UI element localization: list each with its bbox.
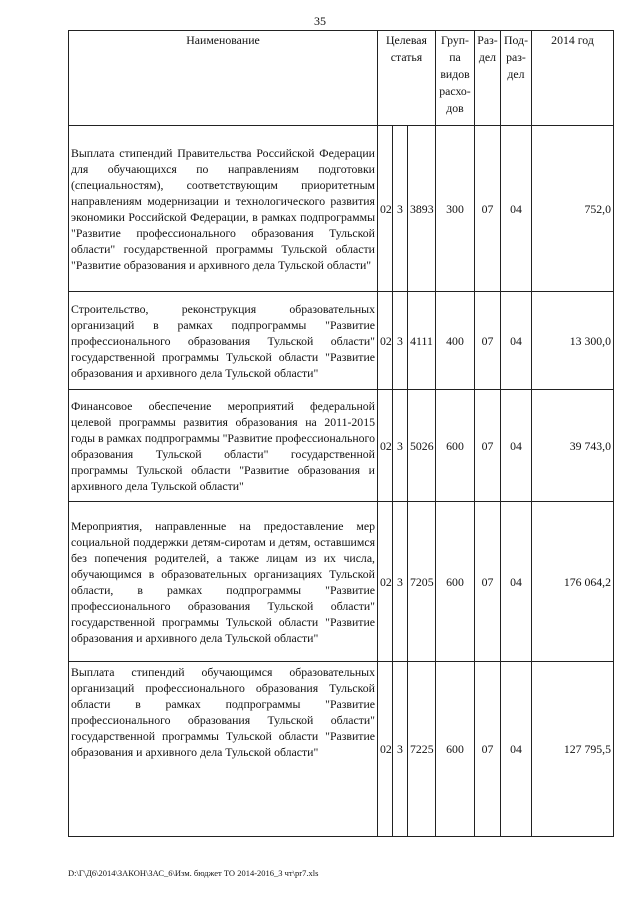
- row-code-program: 02: [378, 126, 393, 292]
- row-name: Мероприятия, направленные на предоставление мер социальной поддержки детям-сиротам и детям, оставшимся без попечения родителей, а также лицам из их числа, обучающимся в образовательных организациях Тульской области, в рамках подпрограммы "Развитие профессионального образования Тульской области" государственной программы Тульской области "Развитие образования и архивного дела Тульской области": [69, 502, 378, 662]
- row-expense-group: 600: [436, 662, 475, 837]
- row-name: Выплата стипендий обучающимся образовательных организаций профессионального образования Тульской области в рамках подпрограммы "Развитие профессионального образования Тульской области" государственной программы Тульской области "Развитие образования и архивного дела Тульской области": [69, 662, 378, 837]
- table-row: [69, 126, 614, 292]
- row-code-subprogram: 3: [393, 662, 408, 837]
- row-expense-group: 300: [436, 126, 475, 292]
- row-code-direction: 7225: [408, 662, 436, 837]
- row-subsection: 04: [501, 502, 532, 662]
- header-expense-group: Груп-па видов расхо-дов: [436, 31, 475, 126]
- row-section: 07: [475, 126, 501, 292]
- footer-file-path: D:\Г\Д6\2014\ЗАКОН\ЗАС_6\Изм. бюджет ТО 2014-2016_3 чт\pr7.xls: [68, 868, 319, 878]
- header-target-article: Целевая статья: [378, 31, 436, 126]
- row-code-subprogram: 3: [393, 502, 408, 662]
- row-subsection: 04: [501, 126, 532, 292]
- row-section: 07: [475, 390, 501, 502]
- header-section: Раз-дел: [475, 31, 501, 126]
- row-name: Выплата стипендий Правительства Российской Федерации для обучающихся по направлениям подготовки (специальностям), соответствующим приоритетным направлениям модернизации и технологического развития экономики Российской Федерации, в рамках подпрограммы "Развитие профессионального образования Тульской области" государственной программы Тульской области "Развитие образования и архивного дела Тульской области": [69, 126, 378, 292]
- row-subsection: 04: [501, 662, 532, 837]
- row-amount: 752,0: [532, 126, 614, 292]
- row-expense-group: 400: [436, 292, 475, 390]
- row-section: 07: [475, 662, 501, 837]
- row-amount: 176 064,2: [532, 502, 614, 662]
- row-subsection: 04: [501, 292, 532, 390]
- row-subsection: 04: [501, 390, 532, 502]
- row-code-program: 02: [378, 502, 393, 662]
- row-section: 07: [475, 502, 501, 662]
- header-name: Наименование: [69, 31, 378, 126]
- page-number: 35: [314, 14, 326, 28]
- row-section: 07: [475, 292, 501, 390]
- table-row: [69, 390, 614, 502]
- header-year: 2014 год: [532, 31, 614, 126]
- row-name: Строительство, реконструкция образовательных организаций в рамках подпрограммы "Развитие профессионального образования Тульской области" государственной программы Тульской области "Развитие образования и архивного дела Тульской области": [69, 292, 378, 390]
- row-code-direction: 3893: [408, 126, 436, 292]
- row-code-direction: 7205: [408, 502, 436, 662]
- table-row: [69, 662, 614, 837]
- row-code-subprogram: 3: [393, 292, 408, 390]
- row-amount: 127 795,5: [532, 662, 614, 837]
- table-header-row: [69, 31, 614, 126]
- budget-table: [68, 30, 614, 837]
- row-name: Финансовое обеспечение мероприятий федеральной целевой программы развития образования на 2011-2015 годы в рамках подпрограммы "Развитие профессионального образования Тульской области" государственной программы Тульской области "Развитие образования и архивного дела Тульской области": [69, 390, 378, 502]
- table-row: [69, 502, 614, 662]
- row-amount: 13 300,0: [532, 292, 614, 390]
- row-code-subprogram: 3: [393, 390, 408, 502]
- row-expense-group: 600: [436, 502, 475, 662]
- row-code-subprogram: 3: [393, 126, 408, 292]
- row-code-direction: 4111: [408, 292, 436, 390]
- row-expense-group: 600: [436, 390, 475, 502]
- row-amount: 39 743,0: [532, 390, 614, 502]
- row-code-program: 02: [378, 390, 393, 502]
- row-code-direction: 5026: [408, 390, 436, 502]
- row-code-program: 02: [378, 292, 393, 390]
- row-code-program: 02: [378, 662, 393, 837]
- table-row: [69, 292, 614, 390]
- header-subsection: Под-раз-дел: [501, 31, 532, 126]
